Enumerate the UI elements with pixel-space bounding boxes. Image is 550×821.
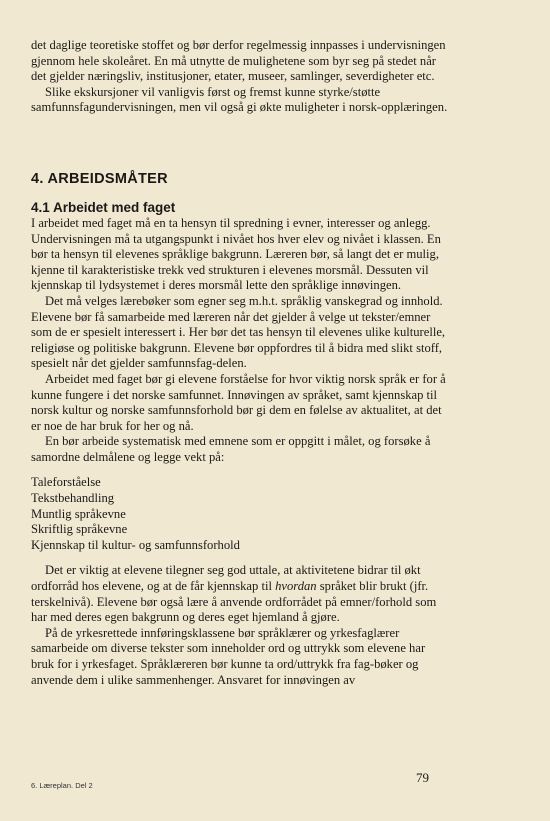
body-paragraph-1: I arbeidet med faget må en ta hensyn til spredning i evner, interesser og anlegg. Undervisningen må ta utgangspunkt i nivået hos hver elev og nivået i klassen. En bør ta hensyn til elevenes språklige bakgrunn. Læreren bør, så langt det er mulig, kjenne til karakteristiske trekk ved strukturen i elevenes morsmål. Dessuten vil kjennskap til lydsystemet i deres morsmål lette den språklige innøvingen. [31, 215, 441, 293]
body-paragraph-2: Det må velges lærebøker som egner seg m.h.t. språklig vanskegrad og innhold. Elevene bør få samarbeide med læreren når det gjelder å velge ut tekster/emner som de er spesielt interessert i. Her bør det tas hensyn til elevenes ulike kulturelle, religiøse og politiske bakgrunn. Elevene bør oppfordres til å bidra med slikt stoff, spesielt når det gjelder samfunnsfag-delen. [31, 293, 446, 371]
intro-paragraph-2: Slike ekskursjoner vil vanligvis først og fremst kunne styrke/støtte samfunnsfagundervisningen, men vil også gi økte muligheter i norsk-opplæringen. [31, 84, 448, 115]
emphasized-word: hvordan [275, 579, 317, 594]
skills-list [31, 475, 451, 553]
footer-source-note: 6. Læreplan. Del 2 [31, 781, 93, 790]
page-number: 79 [416, 770, 429, 785]
section-heading: 4.1 Arbeidet med faget [31, 199, 176, 215]
list-item: Tekstbehandling [31, 491, 115, 506]
spacer [31, 116, 451, 170]
body-paragraph-5-text-b: språket blir brukt (jfr. terskelnivå). Elevene bør også lære å anvende ordforrådet på emner/forhold som har med deres egen bakgrunn og deres eget hjemland å gjøre. [31, 579, 437, 625]
body-paragraph-3: Arbeidet med faget bør gi elevene forståelse for hvor viktig norsk språk er for å kunne fungere i det norske samfunnet. Innøvingen av språket, samt kjennskap til norsk kultur og norske samfunnsforhold bør gi dem en følelse av aktualitet, at det er noe de har bruk for her og nå. [31, 371, 446, 433]
body-paragraph-5 [31, 563, 451, 625]
list-item: Skriftlig språkevne [31, 522, 128, 537]
body-paragraph-4: En bør arbeide systematisk med emnene som er oppgitt i målet, og forsøke å samordne delmålene og legge vekt på: [31, 434, 431, 464]
list-item: Kjennskap til kultur- og samfunnsforhold [31, 537, 240, 552]
list-item: Taleforståelse [31, 475, 101, 490]
intro-paragraph-1: det daglige teoretiske stoffet og bør derfor regelmessig innpasses i undervisningen gjennom hele skoleåret. En må utnytte de mulighetene som byr seg på stedet når det gjelder næringsliv, institusjoner, etater, museer, samlinger, severdigheter etc. [31, 38, 446, 84]
list-item: Muntlig språkevne [31, 506, 126, 521]
body-paragraph-5-text-a: Det er viktig at elevene tilegner seg god uttale, at aktivitetene bidrar til økt ordforråd hos elevene, og at de får kjennskap til [31, 563, 421, 594]
spacer [31, 188, 451, 200]
spacer [31, 465, 451, 475]
spacer [31, 553, 451, 563]
page-content [31, 38, 451, 688]
chapter-heading: 4. ARBEIDSMÅTER [31, 170, 168, 187]
body-paragraph-6: På de yrkesrettede innføringsklassene bør språklærer og yrkesfaglærer samarbeide om diverse tekster som inneholder ord og uttrykk som elevene har bruk for i yrkesfaget. Språklæreren bør kunne ta ord/uttrykk fra fag-bøker og anvende dem i ulike sammenhenger. Ansvaret for innøvingen av [31, 625, 426, 687]
